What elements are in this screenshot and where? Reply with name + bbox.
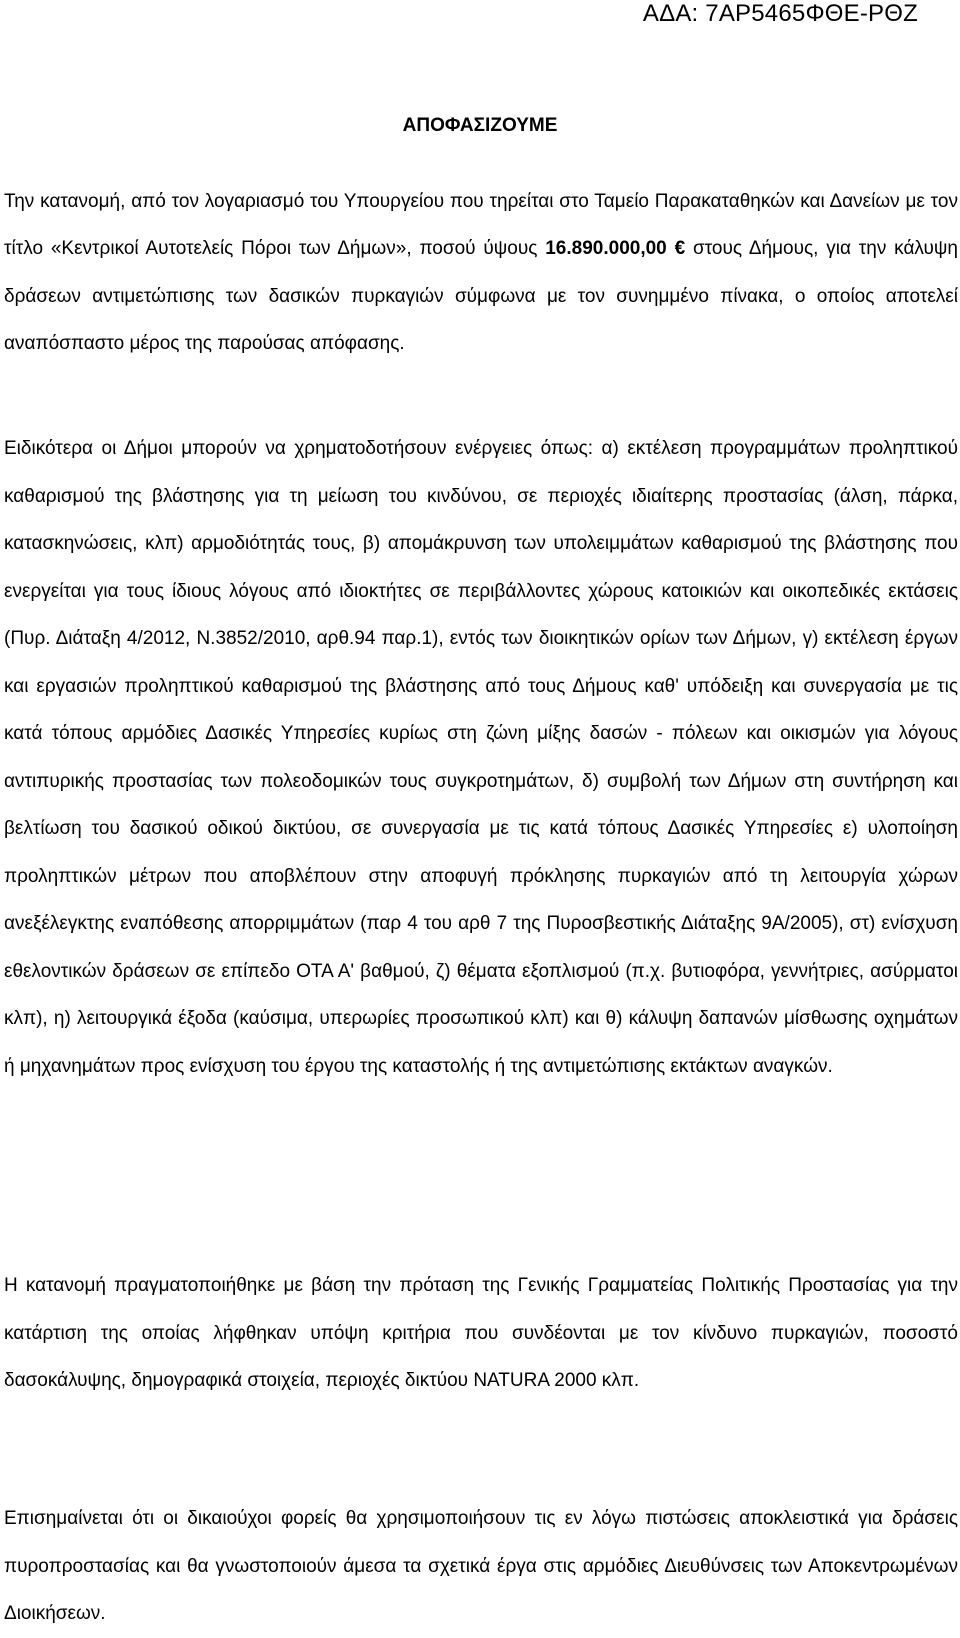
paragraph-allocation — [4, 178, 958, 367]
paragraph-allocation-criteria: Η κατανομή πραγματοποιήθηκε με βάση την πρόταση της Γενικής Γραμματείας Πολιτικής Προστασίας για την κατάρτιση της οποίας λήφθηκαν υπόψη κριτήρια που συνδέονται με τον κίνδυνο πυρκαγιών, ποσοστό δασοκάλυψης, δημογραφικά στοιχεία, περιοχές δικτύου NATURA 2000 κλπ. — [4, 1275, 958, 1391]
paragraph-allocation-text-start: Την κατανομή, από τον λογαριασμό του Υπουργείου που τηρείται στο Ταμείο Παρακαταθηκών και Δανείων με τον τίτλο «Κεντρικοί Αυτοτελείς Πόροι των Δήμων», ποσού ύψους — [4, 191, 958, 260]
paragraph-allocation-text-end: στους Δήμους, για την κάλυψη δράσεων αντιμετώπισης των δασικών πυρκαγιών σύμφωνα με τον συνημμένο πίνακα, ο οποίος αποτελεί αναπόσπαστο μέρος της παρούσας απόφασης. — [4, 238, 958, 354]
paragraph-eligible-actions: Ειδικότερα οι Δήμοι μπορούν να χρηματοδοτήσουν ενέργειες όπως: α) εκτέλεση προγραμμάτων προληπτικού καθαρισμού της βλάστησης για τη μείωση του κινδύνου, σε περιοχές ιδιαίτερης προστασίας (άλση, πάρκα, κατασκηνώσεις, κλπ) αρμοδιότητάς τους, β) απομάκρυνση των υπολειμμάτων καθαρισμού της βλάστησης που ενεργείται για τους ίδιους λόγους από ιδιοκτήτες σε περιβάλλοντες χώρους κατοικιών και οικοπεδικές εκτάσεις (Πυρ. Διάταξη 4/2012, Ν.3852/2010, αρθ.94 παρ.1), εντός των διοικητικών ορίων των Δήμων, γ) εκτέλεση έργων και εργασιών προληπτικού καθαρισμού της βλάστησης από τους Δήμους καθ' υπόδειξη και συνεργασία με τις κατά τόπους αρμόδιες Δασικές Υπηρεσίες κυρίως στη ζώνη μίξης δασών - πόλεων και οικισμών για λόγους αντιπυρικής προστασίας των πολεοδομικών τους συγκροτημάτων, δ) συμβολή των Δήμων στη συντήρηση και βελτίωση του δασικού οδικού δικτύου, σε συνεργασία με τις κατά τόπους Δασικές Υπηρεσίες ε) υλοποίηση προληπτικών μέτρων που αποβλέπουν στην αποφυγή πρόκλησης πυρκαγιών από τη λειτουργία χώρων ανεξέλεγκτης εναπόθεσης απορριμμάτων (παρ 4 του αρθ 7 της Πυροσβεστικής Διάταξης 9Α/2005), στ) ενίσχυση εθελοντικών δράσεων σε επίπεδο ΟΤΑ Α' βαθμού, ζ) θέματα εξοπλισμού (π.χ. βυτιοφόρα, γεννήτριες, ασύρματοι κλπ), η) λειτουργικά έξοδα (καύσιμα, υπερωρίες προσωπικού κλπ) και θ) κάλυψη δαπανών μίσθωσης οχημάτων ή μηχανημάτων προς ενίσχυση του έργου της καταστολής ή της αντιμετώπισης εκτάκτων αναγκών. — [4, 438, 958, 1077]
paragraph-usage-note: Επισημαίνεται ότι οι δικαιούχοι φορείς θα χρησιμοποιήσουν τις εν λόγω πιστώσεις αποκλειστικά για δράσεις πυροπροστασίας και θα γνωστοποιούν άμεσα τα σχετικά έργα στις αρμόδιες Διευθύνσεις των Αποκεντρωμένων Διοικήσεων. — [4, 1508, 958, 1624]
decision-heading: ΑΠΟΦΑΣΙΖΟΥΜΕ — [402, 115, 558, 136]
allocation-amount: 16.890.000,00 € — [545, 238, 686, 260]
ada-code: ΑΔΑ: 7ΑΡ5465ΦΘΕ-ΡΘΖ — [642, 0, 918, 27]
